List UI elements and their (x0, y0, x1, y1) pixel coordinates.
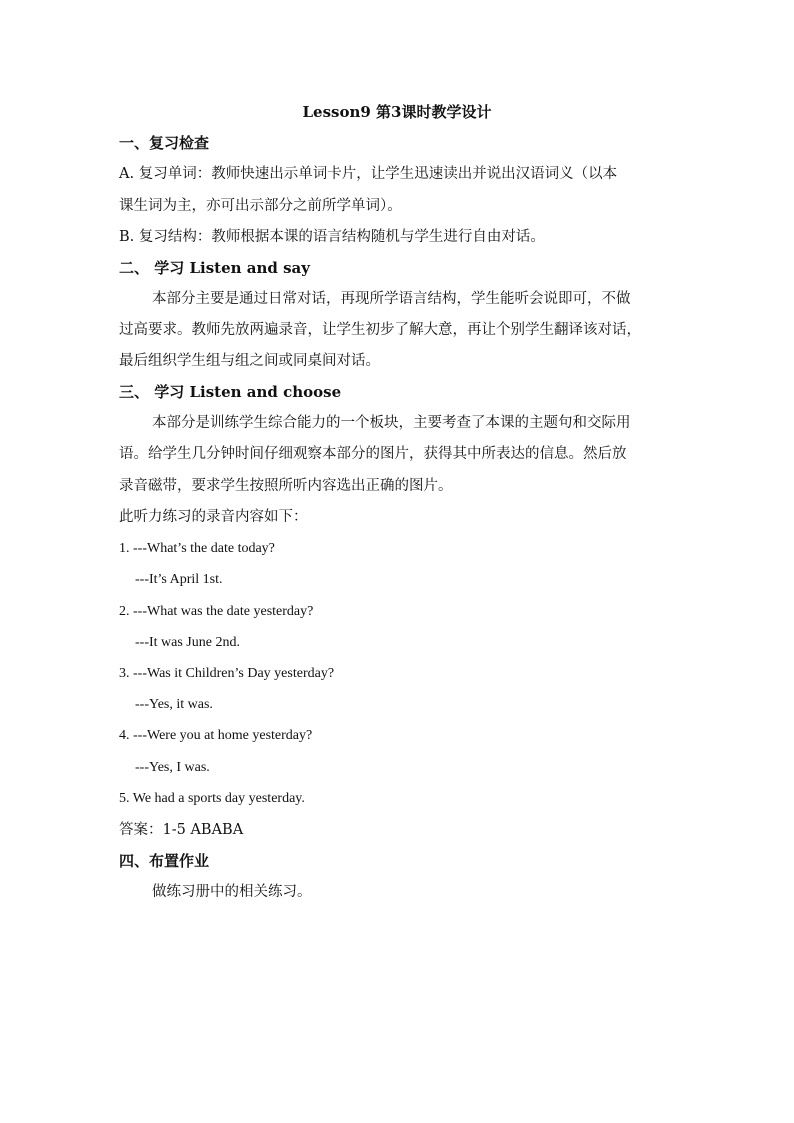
section-1-a-line-1: A. 复习单词：教师快速出示单词卡片，让学生迅速读出并说出汉语词义（以本 (119, 166, 618, 182)
answer-line: 答案：1-5 ABABA (119, 822, 244, 838)
section-3-line-3: 录音磁带，要求学生按照所听内容选出正确的图片。 (119, 478, 453, 494)
dialogue-line: 2. ---What was the date yesterday? (119, 604, 314, 619)
section-3-line-2: 语。给学生几分钟时间仔细观察本部分的图片，获得其中所表达的信息。然后放 (119, 446, 627, 462)
dialogue-line: 3. ---Was it Children’s Day yesterday? (119, 666, 335, 681)
dialogue-line: 5. We had a sports day yesterday. (119, 791, 305, 806)
section-2-line-1: 本部分主要是通过日常对话，再现所学语言结构，学生能听会说即可，不做 (152, 291, 631, 307)
section-2-heading: 二、 学习 Listen and say (119, 259, 310, 277)
section-1-heading: 一、复习检查 (119, 134, 210, 152)
dialogue-line: 4. ---Were you at home yesterday? (119, 728, 313, 743)
section-2-line-2: 过高要求。教师先放两遍录音，让学生初步了解大意，再让个别学生翻译该对话， (119, 322, 641, 338)
section-1-b-line: B. 复习结构：教师根据本课的语言结构随机与学生进行自由对话。 (119, 229, 545, 245)
dialogue-line: ---Yes, it was. (135, 697, 213, 712)
section-3-heading: 三、 学习 Listen and choose (119, 383, 342, 401)
dialogue-line: 1. ---What’s the date today? (119, 541, 275, 556)
dialogue-line: ---Yes, I was. (135, 760, 210, 775)
section-3-intro: 此听力练习的录音内容如下： (119, 509, 308, 525)
dialogue-line: ---It was June 2nd. (135, 635, 240, 650)
document-title: Lesson9 第3课时教学设计 (302, 103, 492, 121)
section-2-line-3: 最后组织学生组与组之间或同桌间对话。 (119, 353, 380, 369)
dialogue-line: ---It’s April 1st. (135, 572, 223, 587)
section-3-line-1: 本部分是训练学生综合能力的一个板块，主要考查了本课的主题句和交际用 (152, 415, 631, 431)
section-4-heading: 四、布置作业 (119, 852, 210, 870)
section-1-a-line-2: 课生词为主，亦可出示部分之前所学单词）。 (119, 198, 402, 214)
section-4-line-1: 做练习册中的相关练习。 (152, 884, 312, 900)
